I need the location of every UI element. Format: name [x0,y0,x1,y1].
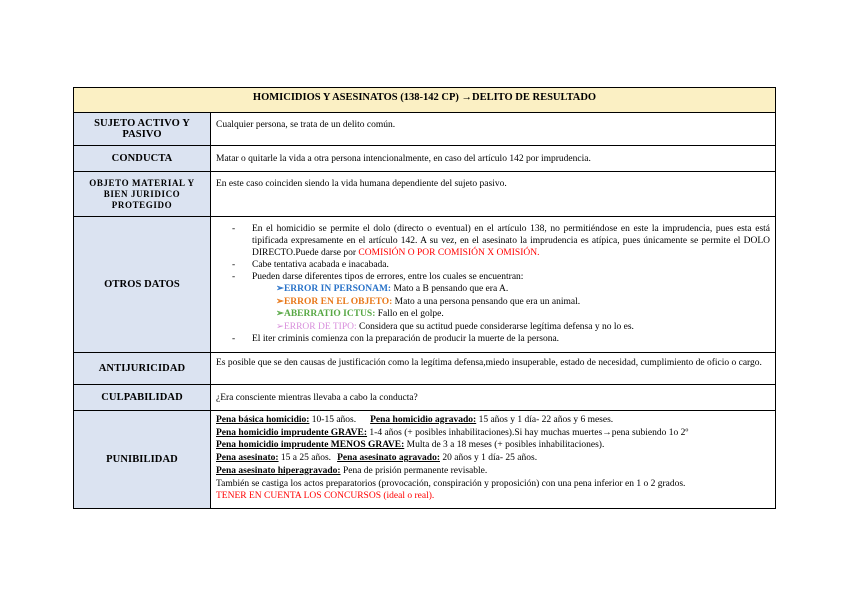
table-row [74,411,776,509]
error-item: ➢ERROR EN EL OBJETO: Mato a una persona pensando que era un animal. [276,296,581,307]
pena-line: También se castiga los actos preparatorios (provocación, conspiración y proposición) con una pena inferior en 1 o 2 grados. [216,478,686,489]
list-item: - En el homicidio se permite el dolo (directo o eventual) en el artículo 138, no permitiéndose en este la imprudencia, pues esta está tipificada expresamente en el artículo 142. A su vez, en el asesinato la imprudencia es atípica, pues únicamente se permite el DOLO DIRECTO.Puede darse por COMISIÓN O POR COMISIÓN X OMISIÓN. [232,223,770,259]
comision-highlight: COMISIÓN O POR COMISIÓN X OMISIÓN. [358,248,540,258]
row-label-sujeto: SUJETO ACTIVO Y PASIVO [74,113,211,146]
row-content-otros [211,217,776,353]
row-content-culpabilidad: ¿Era consciente mientras llevaba a cabo la conducta? [211,385,776,411]
error-item: ➢ABERRATIO ICTUS: Fallo en el golpe. [276,309,444,319]
error-item: ➢ERROR DE TIPO: Considera que su actitud puede considerarse legítima defensa y no lo es. [276,321,634,332]
concursos-highlight: TENER EN CUENTA LOS CONCURSOS [216,491,381,502]
pena-line: TENER EN CUENTA LOS CONCURSOS (ideal o real). [216,491,435,502]
table-header-row [74,88,776,113]
row-content-punibilidad [211,411,776,509]
table-row [74,113,776,146]
row-label-objeto: OBJETO MATERIAL Y BIEN JURIDICO PROTEGIDO [74,172,211,217]
row-content-objeto: En este caso coinciden siendo la vida humana dependiente del sujeto pasivo. [211,172,776,217]
table-row [74,385,776,411]
row-label-punibilidad: PUNIBILIDAD [74,411,211,509]
row-content-conducta: Matar o quitarle la vida a otra persona intencionalmente, en caso del artículo 142 por imprudencia. [211,146,776,172]
table-row [74,146,776,172]
table-row [74,217,776,353]
list-item: - Pueden darse diferentes tipos de errores, entre los cuales se encuentran: ➢ERROR IN PERSONAM: Mato a B pensando que era A. ➢ERROR EN EL OBJETO: Mato a una persona pensando que era un animal. ➢ABERRATIO ICTUS: Fallo en el golpe. ➢ERROR DE TIPO: Considera que su actitud puede considerarse legítima defensa y no lo es. [232,271,770,333]
list-item: - Cabe tentativa acabada e inacabada. [232,259,770,271]
list-item: - El iter criminis comienza con la preparación de producir la muerte de la persona. [232,333,770,345]
pena-line: Pena homicidio imprudente GRAVE: 1-4 años (+ posibles inhabilitaciones).Si hay muchas muertes→pena subiendo 1o 2º [216,427,689,438]
summary-table [73,87,776,509]
row-label-antijuricidad: ANTIJURICIDAD [74,353,211,385]
row-label-conducta: CONDUCTA [74,146,211,172]
otros-list [216,223,770,345]
table-row [74,172,776,217]
pena-line: Pena asesinato: 15 a 25 años. Pena asesinato agravado: 20 años y 1 día- 25 años. [216,453,538,464]
row-content-antijuricidad: Es posible que se den causas de justificación como la legítima defensa,miedo insuperable, estado de necesidad, cumplimiento de oficio o cargo. [211,353,776,385]
error-item: ➢ERROR IN PERSONAM: Mato a B pensando que era A. [276,284,509,294]
pena-line: Pena homicidio imprudente MENOS GRAVE: Multa de 3 a 18 meses (+ posibles inhabilitaciones). [216,440,605,451]
row-label-culpabilidad: CULPABILIDAD [74,385,211,411]
pena-line: Pena básica homicidio: 10-15 años. Pena homicidio agravado: 15 años y 1 día- 22 años y 6 meses. [216,415,614,425]
row-label-otros: OTROS DATOS [74,217,211,353]
pena-line: Pena asesinato hiperagravado: Pena de prisión permanente revisable. [216,465,488,476]
table-row [74,353,776,385]
row-content-sujeto: Cualquier persona, se trata de un delito común. [211,113,776,146]
table-title: HOMICIDIOS Y ASESINATOS (138-142 CP) →DELITO DE RESULTADO [74,88,776,113]
